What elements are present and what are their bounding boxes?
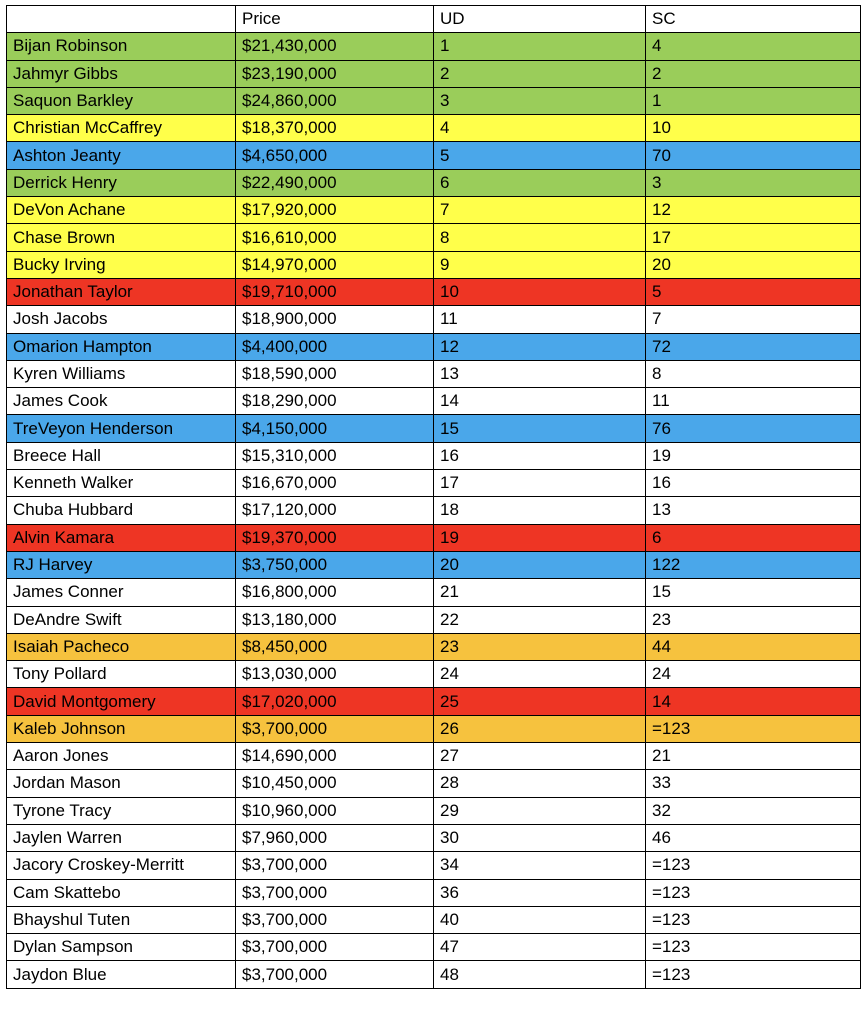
cell-sc[interactable]: 1	[646, 87, 861, 114]
header-cell-price[interactable]: Price	[236, 6, 434, 33]
cell-ud[interactable]: 12	[434, 333, 646, 360]
cell-name[interactable]: Christian McCaffrey	[7, 115, 236, 142]
table-row	[7, 633, 861, 660]
cell-ud[interactable]: 19	[434, 524, 646, 551]
cell-sc[interactable]: 70	[646, 142, 861, 169]
cell-name[interactable]: James Conner	[7, 579, 236, 606]
cell-name[interactable]: Chase Brown	[7, 224, 236, 251]
cell-sc[interactable]: 76	[646, 415, 861, 442]
cell-ud[interactable]: 28	[434, 770, 646, 797]
table-row	[7, 715, 861, 742]
cell-sc[interactable]: =123	[646, 961, 861, 988]
cell-price[interactable]: $3,700,000	[236, 715, 434, 742]
cell-price[interactable]: $13,180,000	[236, 606, 434, 633]
cell-sc[interactable]: 21	[646, 743, 861, 770]
cell-sc[interactable]: 17	[646, 224, 861, 251]
cell-sc[interactable]: 8	[646, 360, 861, 387]
cell-ud[interactable]: 30	[434, 824, 646, 851]
cell-ud[interactable]: 36	[434, 879, 646, 906]
table-row	[7, 906, 861, 933]
cell-sc[interactable]: 6	[646, 524, 861, 551]
cell-price[interactable]: $19,710,000	[236, 278, 434, 305]
table-row	[7, 551, 861, 578]
cell-ud[interactable]: 8	[434, 224, 646, 251]
table-row	[7, 33, 861, 60]
table-row	[7, 661, 861, 688]
cell-sc[interactable]: 44	[646, 633, 861, 660]
table-row	[7, 743, 861, 770]
cell-ud[interactable]: 24	[434, 661, 646, 688]
cell-ud[interactable]: 13	[434, 360, 646, 387]
cell-ud[interactable]: 9	[434, 251, 646, 278]
table-row	[7, 524, 861, 551]
cell-ud[interactable]: 5	[434, 142, 646, 169]
cell-price[interactable]: $16,670,000	[236, 470, 434, 497]
cell-price[interactable]: $14,970,000	[236, 251, 434, 278]
table-row	[7, 852, 861, 879]
cell-name[interactable]: RJ Harvey	[7, 551, 236, 578]
cell-ud[interactable]: 7	[434, 197, 646, 224]
cell-sc[interactable]: 46	[646, 824, 861, 851]
cell-price[interactable]: $4,650,000	[236, 142, 434, 169]
cell-price[interactable]: $19,370,000	[236, 524, 434, 551]
cell-name[interactable]: Tyrone Tracy	[7, 797, 236, 824]
cell-name[interactable]: Breece Hall	[7, 442, 236, 469]
cell-name[interactable]: Dylan Sampson	[7, 934, 236, 961]
table-row	[7, 579, 861, 606]
cell-ud[interactable]: 14	[434, 388, 646, 415]
cell-name[interactable]: DeAndre Swift	[7, 606, 236, 633]
cell-name[interactable]: Bhayshul Tuten	[7, 906, 236, 933]
cell-price[interactable]: $3,700,000	[236, 879, 434, 906]
cell-ud[interactable]: 47	[434, 934, 646, 961]
cell-sc[interactable]: 23	[646, 606, 861, 633]
table-row	[7, 497, 861, 524]
cell-ud[interactable]: 22	[434, 606, 646, 633]
cell-price[interactable]: $23,190,000	[236, 60, 434, 87]
cell-price[interactable]: $15,310,000	[236, 442, 434, 469]
cell-ud[interactable]: 2	[434, 60, 646, 87]
cell-name[interactable]: David Montgomery	[7, 688, 236, 715]
cell-price[interactable]: $18,290,000	[236, 388, 434, 415]
cell-ud[interactable]: 11	[434, 306, 646, 333]
cell-ud[interactable]: 3	[434, 87, 646, 114]
cell-price[interactable]: $4,400,000	[236, 333, 434, 360]
table-row	[7, 470, 861, 497]
cell-ud[interactable]: 20	[434, 551, 646, 578]
cell-price[interactable]: $3,700,000	[236, 961, 434, 988]
header-cell-sc[interactable]: SC	[646, 6, 861, 33]
cell-price[interactable]: $10,960,000	[236, 797, 434, 824]
cell-name[interactable]: Kenneth Walker	[7, 470, 236, 497]
cell-price[interactable]: $21,430,000	[236, 33, 434, 60]
cell-sc[interactable]: 3	[646, 169, 861, 196]
cell-price[interactable]: $7,960,000	[236, 824, 434, 851]
table-row	[7, 360, 861, 387]
cell-sc[interactable]: 14	[646, 688, 861, 715]
cell-sc[interactable]: 11	[646, 388, 861, 415]
cell-sc[interactable]: =123	[646, 715, 861, 742]
cell-price[interactable]: $13,030,000	[236, 661, 434, 688]
table-row	[7, 115, 861, 142]
cell-price[interactable]: $3,700,000	[236, 934, 434, 961]
cell-sc[interactable]: 4	[646, 33, 861, 60]
cell-price[interactable]: $17,120,000	[236, 497, 434, 524]
table-row	[7, 770, 861, 797]
table-row	[7, 251, 861, 278]
table-row	[7, 224, 861, 251]
header-cell-name[interactable]	[7, 6, 236, 33]
cell-sc[interactable]: =123	[646, 879, 861, 906]
table-row	[7, 60, 861, 87]
header-row	[7, 6, 861, 33]
cell-name[interactable]: Omarion Hampton	[7, 333, 236, 360]
table-row	[7, 797, 861, 824]
cell-name[interactable]: DeVon Achane	[7, 197, 236, 224]
cell-sc[interactable]: 24	[646, 661, 861, 688]
cell-name[interactable]: Chuba Hubbard	[7, 497, 236, 524]
table-row	[7, 278, 861, 305]
cell-price[interactable]: $18,370,000	[236, 115, 434, 142]
cell-name[interactable]: Bijan Robinson	[7, 33, 236, 60]
cell-price[interactable]: $18,900,000	[236, 306, 434, 333]
cell-name[interactable]: Jacory Croskey-Merritt	[7, 852, 236, 879]
cell-price[interactable]: $18,590,000	[236, 360, 434, 387]
cell-sc[interactable]: =123	[646, 906, 861, 933]
cell-ud[interactable]: 48	[434, 961, 646, 988]
table-row	[7, 388, 861, 415]
cell-name[interactable]: Kaleb Johnson	[7, 715, 236, 742]
cell-price[interactable]: $3,700,000	[236, 906, 434, 933]
cell-name[interactable]: Cam Skattebo	[7, 879, 236, 906]
cell-price[interactable]: $16,800,000	[236, 579, 434, 606]
cell-price[interactable]: $16,610,000	[236, 224, 434, 251]
cell-ud[interactable]: 4	[434, 115, 646, 142]
spreadsheet-table	[6, 5, 861, 989]
cell-ud[interactable]: 23	[434, 633, 646, 660]
cell-sc[interactable]: 15	[646, 579, 861, 606]
cell-price[interactable]: $22,490,000	[236, 169, 434, 196]
cell-name[interactable]: Jonathan Taylor	[7, 278, 236, 305]
cell-ud[interactable]: 16	[434, 442, 646, 469]
cell-price[interactable]: $3,750,000	[236, 551, 434, 578]
cell-name[interactable]: Ashton Jeanty	[7, 142, 236, 169]
cell-name[interactable]: Jahmyr Gibbs	[7, 60, 236, 87]
table-body	[7, 6, 861, 989]
cell-ud[interactable]: 34	[434, 852, 646, 879]
cell-ud[interactable]: 21	[434, 579, 646, 606]
table-row	[7, 142, 861, 169]
table-row	[7, 606, 861, 633]
cell-name[interactable]: Jordan Mason	[7, 770, 236, 797]
cell-price[interactable]: $17,920,000	[236, 197, 434, 224]
cell-price[interactable]: $10,450,000	[236, 770, 434, 797]
cell-sc[interactable]: 12	[646, 197, 861, 224]
cell-ud[interactable]: 6	[434, 169, 646, 196]
cell-name[interactable]: Aaron Jones	[7, 743, 236, 770]
cell-sc[interactable]: 13	[646, 497, 861, 524]
cell-sc[interactable]: =123	[646, 934, 861, 961]
cell-name[interactable]: Jaydon Blue	[7, 961, 236, 988]
cell-name[interactable]: Jaylen Warren	[7, 824, 236, 851]
cell-name[interactable]: Saquon Barkley	[7, 87, 236, 114]
cell-sc[interactable]: 33	[646, 770, 861, 797]
cell-ud[interactable]: 18	[434, 497, 646, 524]
table-row	[7, 824, 861, 851]
cell-name[interactable]: Josh Jacobs	[7, 306, 236, 333]
cell-sc[interactable]: 20	[646, 251, 861, 278]
cell-sc[interactable]: 7	[646, 306, 861, 333]
cell-name[interactable]: James Cook	[7, 388, 236, 415]
cell-name[interactable]: Kyren Williams	[7, 360, 236, 387]
table-row	[7, 688, 861, 715]
cell-ud[interactable]: 29	[434, 797, 646, 824]
cell-sc[interactable]: 2	[646, 60, 861, 87]
cell-price[interactable]: $17,020,000	[236, 688, 434, 715]
table-row	[7, 879, 861, 906]
cell-ud[interactable]: 26	[434, 715, 646, 742]
cell-sc[interactable]: 19	[646, 442, 861, 469]
header-cell-ud[interactable]: UD	[434, 6, 646, 33]
cell-name[interactable]: Derrick Henry	[7, 169, 236, 196]
cell-name[interactable]: Tony Pollard	[7, 661, 236, 688]
table-row	[7, 934, 861, 961]
cell-price[interactable]: $24,860,000	[236, 87, 434, 114]
cell-sc[interactable]: 5	[646, 278, 861, 305]
cell-sc[interactable]: 32	[646, 797, 861, 824]
cell-sc[interactable]: 72	[646, 333, 861, 360]
cell-ud[interactable]: 15	[434, 415, 646, 442]
cell-sc[interactable]: 10	[646, 115, 861, 142]
cell-price[interactable]: $3,700,000	[236, 852, 434, 879]
table-row	[7, 306, 861, 333]
cell-price[interactable]: $4,150,000	[236, 415, 434, 442]
cell-ud[interactable]: 40	[434, 906, 646, 933]
table-row	[7, 197, 861, 224]
cell-ud[interactable]: 10	[434, 278, 646, 305]
cell-ud[interactable]: 1	[434, 33, 646, 60]
cell-name[interactable]: Alvin Kamara	[7, 524, 236, 551]
table-row	[7, 87, 861, 114]
cell-sc[interactable]: 122	[646, 551, 861, 578]
table-row	[7, 961, 861, 988]
table-row	[7, 442, 861, 469]
cell-name[interactable]: TreVeyon Henderson	[7, 415, 236, 442]
cell-ud[interactable]: 25	[434, 688, 646, 715]
cell-name[interactable]: Bucky Irving	[7, 251, 236, 278]
table-row	[7, 169, 861, 196]
cell-sc[interactable]: =123	[646, 852, 861, 879]
cell-price[interactable]: $8,450,000	[236, 633, 434, 660]
table-row	[7, 333, 861, 360]
cell-ud[interactable]: 17	[434, 470, 646, 497]
cell-price[interactable]: $14,690,000	[236, 743, 434, 770]
table-row	[7, 415, 861, 442]
cell-sc[interactable]: 16	[646, 470, 861, 497]
cell-name[interactable]: Isaiah Pacheco	[7, 633, 236, 660]
cell-ud[interactable]: 27	[434, 743, 646, 770]
